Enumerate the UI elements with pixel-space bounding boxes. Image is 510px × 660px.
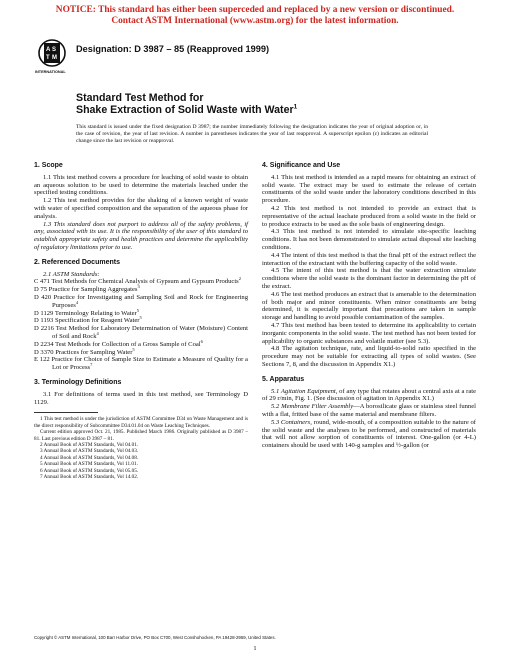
footnote: 2 Annual Book of ASTM Standards, Vol 04.01. <box>40 441 139 448</box>
footnote: 4 Annual Book of ASTM Standards, Vol 04.08. <box>40 454 139 461</box>
app-5-3-text: round, wide-mouth, of a composition suitable to the nature of the solid waste and the analyses to be performed, and constructed of materials that will not allow sorption of constituents of interest. One-gallon (or 4-L) containers should be used with 140-g samples and ½-gallon (or <box>262 418 476 450</box>
app-5-2-label: 5.2 Membrane Filter Assembly <box>271 403 354 411</box>
scope-heading: 1. Scope <box>34 162 63 169</box>
footnotes <box>34 416 248 480</box>
right-column <box>262 159 476 450</box>
app-5-3-label: 5.3 Containers, <box>271 418 312 426</box>
title-footnote-mark: 1 <box>293 103 298 111</box>
copyright: Copyright © ASTM International, 100 Barr Harbor Drive, PO Box C700, West Conshohocken, PA 19428-2959, United States. <box>34 635 276 640</box>
footnote: 6 Annual Book of ASTM Standards, Vol 05.05. <box>40 467 139 474</box>
title-text: Shake Extraction of Solid Waste with Water <box>76 104 294 116</box>
title-line-1: Standard Test Method for <box>76 92 204 104</box>
reference-footnote-mark: 5 <box>136 307 139 313</box>
reference-footnote-mark: 5 <box>132 346 135 352</box>
apparatus-heading: 5. Apparatus <box>262 375 305 383</box>
terminology-3-1: 3.1 For definitions of terms used in this test method, see Terminology D 1129. <box>34 390 248 406</box>
footnote: 1 This test method is under the jurisdiction of ASTM Committee D34 on Waste Management and is the direct responsibility of Subcommittee D34.01.04 on Waste Leaching Techniques. <box>34 416 248 429</box>
sig-4-7: 4.7 This test method has been tested to determine its applicability to certain inorganic components in the solid waste. The test method has not been tested for applicability to organic substances and volatile matter (see 5.3). <box>262 321 476 345</box>
scope-1-2: 1.2 This test method provides for the shaking of a known weight of waste with water of specified composition and the separation of the aqueous phase for analysis. <box>34 197 248 220</box>
reference-text: D 420 Practice for Investigating and Sampling Soil and Rock for Engineering Purposes <box>34 293 248 309</box>
reference-text: D 3370 Practices for Sampling Water <box>34 348 133 356</box>
referenced-documents-heading: 2. Referenced Documents <box>34 258 120 266</box>
sig-4-4: 4.4 The intent of this test method is that the final pH of the extract reflect the interaction of the extractant with the buffering capacity of the solid waste. <box>262 251 476 267</box>
reference-item <box>34 325 248 341</box>
standard-notice: This standard is issued under the fixed designation D 3987; the number immediately following the designation indicates the year of original adoption or, in the case of revision, the year of last revision. A number in parentheses indicates the year of last reapproval. A superscript epsilon (ε) indicates an editorial change since the last revision or reapproval. <box>76 124 428 145</box>
astm-logo-icon <box>34 38 70 76</box>
reference-list <box>34 278 248 372</box>
sig-4-1: 4.1 This test method is intended as a rapid means for obtaining an extract of solid waste. The extract may be used to estimate the release of certain constituents of the solid waste under the laboratory conditions described in this procedure. <box>262 173 476 205</box>
significance-heading: 4. Significance and Use <box>262 162 341 169</box>
app-5-1-text: of any type that rotates about a central axis at a rate of 29 r/min, Fig. 1. (See discussion of agitation in Appendix X1.) <box>262 387 477 403</box>
sig-4-3: 4.3 This test method is not intended to simulate site-specific leaching conditions. It has not been demonstrated to simulate actual disposal site leaching conditions. <box>262 228 476 251</box>
app-5-1 <box>262 388 476 404</box>
reference-text: E 122 Practice for Choice of Sample Size to Estimate a Measure of Quality for a Lot or Process <box>34 356 248 372</box>
footnote: 7 Annual Book of ASTM Standards, Vol 14.02. <box>40 473 139 480</box>
scope-1-1: 1.1 This test method covers a procedure for leaching of solid waste to obtain an aqueous solution to be used to determine the materials leached under the specified testing conditions. <box>34 173 248 197</box>
reference-footnote-mark: 4 <box>75 299 79 305</box>
page-number: 1 <box>253 645 257 652</box>
reference-footnote-mark: 7 <box>90 361 93 367</box>
scope-1-3: 1.3 This standard does not purport to address all of the safety problems, if any, associated with its use. It is the responsibility of the user of this standard to establish appropriate safety and health practices and determine the applicability of regulatory limitations prior to use. <box>34 220 248 251</box>
app-5-2-text: —A borosilicate glass or stainless steel funnel with a flat, fritted base of the same material and membrane filters. <box>262 403 476 418</box>
reference-footnote-mark: 3 <box>137 283 140 289</box>
svg-text:M: M <box>52 55 57 61</box>
app-5-2 <box>262 403 476 419</box>
designation: Designation: D 3987 – 85 (Reapproved 1999) <box>76 44 270 54</box>
svg-text:S: S <box>52 47 57 53</box>
reference-item <box>34 278 248 286</box>
app-5-3 <box>262 419 476 450</box>
astm-standards-intro: 2.1 ASTM Standards: <box>43 270 100 278</box>
notice-line-1: NOTICE: This standard has either been superceded and replaced by a new version or discontinued. <box>55 5 455 15</box>
logo-caption: INTERNATIONAL <box>35 70 66 74</box>
sig-4-6: 4.6 The test method produces an extract that is amenable to the determination of both major and minor constituents. When minor constituents are being determined, it is especially important that precautions are taken in sample storage and handling to avoid possible contamination of the samples. <box>262 290 476 322</box>
reference-text: D 2234 Test Methods for Collection of a Gross Sample of Coal <box>34 340 201 348</box>
reference-footnote-mark: 4 <box>96 330 99 336</box>
app-5-1-label: 5.1 Agitation Equipment, <box>271 387 338 395</box>
sig-4-2: 4.2 This test method is not intended to provide an extract that is representative of the actual leachate produced from a solid waste in the field or to produce extracts to be used as the sole basis of engineering design. <box>262 204 476 228</box>
reference-footnote-mark: 5 <box>139 315 142 321</box>
sig-4-5: 4.5 The intent of this test method is that the water extraction simulate conditions where the solid waste is the dominant factor in determining the pH of the extract. <box>262 267 476 290</box>
reference-text: D 2216 Test Method for Laboratory Determination of Water (Moisture) Content of Soil and Rock <box>34 325 248 340</box>
svg-text:A: A <box>46 47 51 53</box>
reference-text: D 1129 Terminology Relating to Water <box>34 309 137 317</box>
title-line-2 <box>76 104 297 116</box>
reference-item <box>34 317 248 325</box>
left-column <box>34 159 248 480</box>
reference-footnote-mark: 2 <box>238 276 241 282</box>
supersession-notice <box>0 5 510 27</box>
footnote-rule <box>34 412 98 413</box>
footnote: 3 Annual Book of ASTM Standards, Vol 04.03. <box>40 448 139 455</box>
sig-4-8: 4.8 The agitation technique, rate, and liquid-to-solid ratio specified in the procedure may not be suitable for extracting all types of solid wastes. (See Sections 7, 8, and the discussion in Appendix X1.) <box>262 345 476 368</box>
footnote: 5 Annual Book of ASTM Standards, Vol 11.01. <box>40 461 138 468</box>
astm-logo <box>34 38 70 76</box>
reference-footnote-mark: 6 <box>200 338 203 344</box>
footnote: Current edition approved Oct. 21, 1985. Published March 1986. Originally published as D 3987 – 81. Last previous edition D 3987 – 81. <box>34 429 248 442</box>
reference-item <box>34 346 248 357</box>
reference-text: C 471 Test Methods for Chemical Analysis of Gypsum and Gypsum Products <box>34 278 239 286</box>
terminology-heading: 3. Terminology Definitions <box>34 378 122 386</box>
reference-text: D 1193 Specification for Reagent Water <box>34 317 140 325</box>
svg-text:T: T <box>46 55 50 61</box>
reference-text: D 75 Practice for Sampling Aggregates <box>34 286 138 294</box>
reference-item <box>34 283 248 294</box>
reference-item <box>34 356 248 372</box>
notice-line-2: Contact ASTM International (www.astm.org) for the latest information. <box>111 16 399 26</box>
